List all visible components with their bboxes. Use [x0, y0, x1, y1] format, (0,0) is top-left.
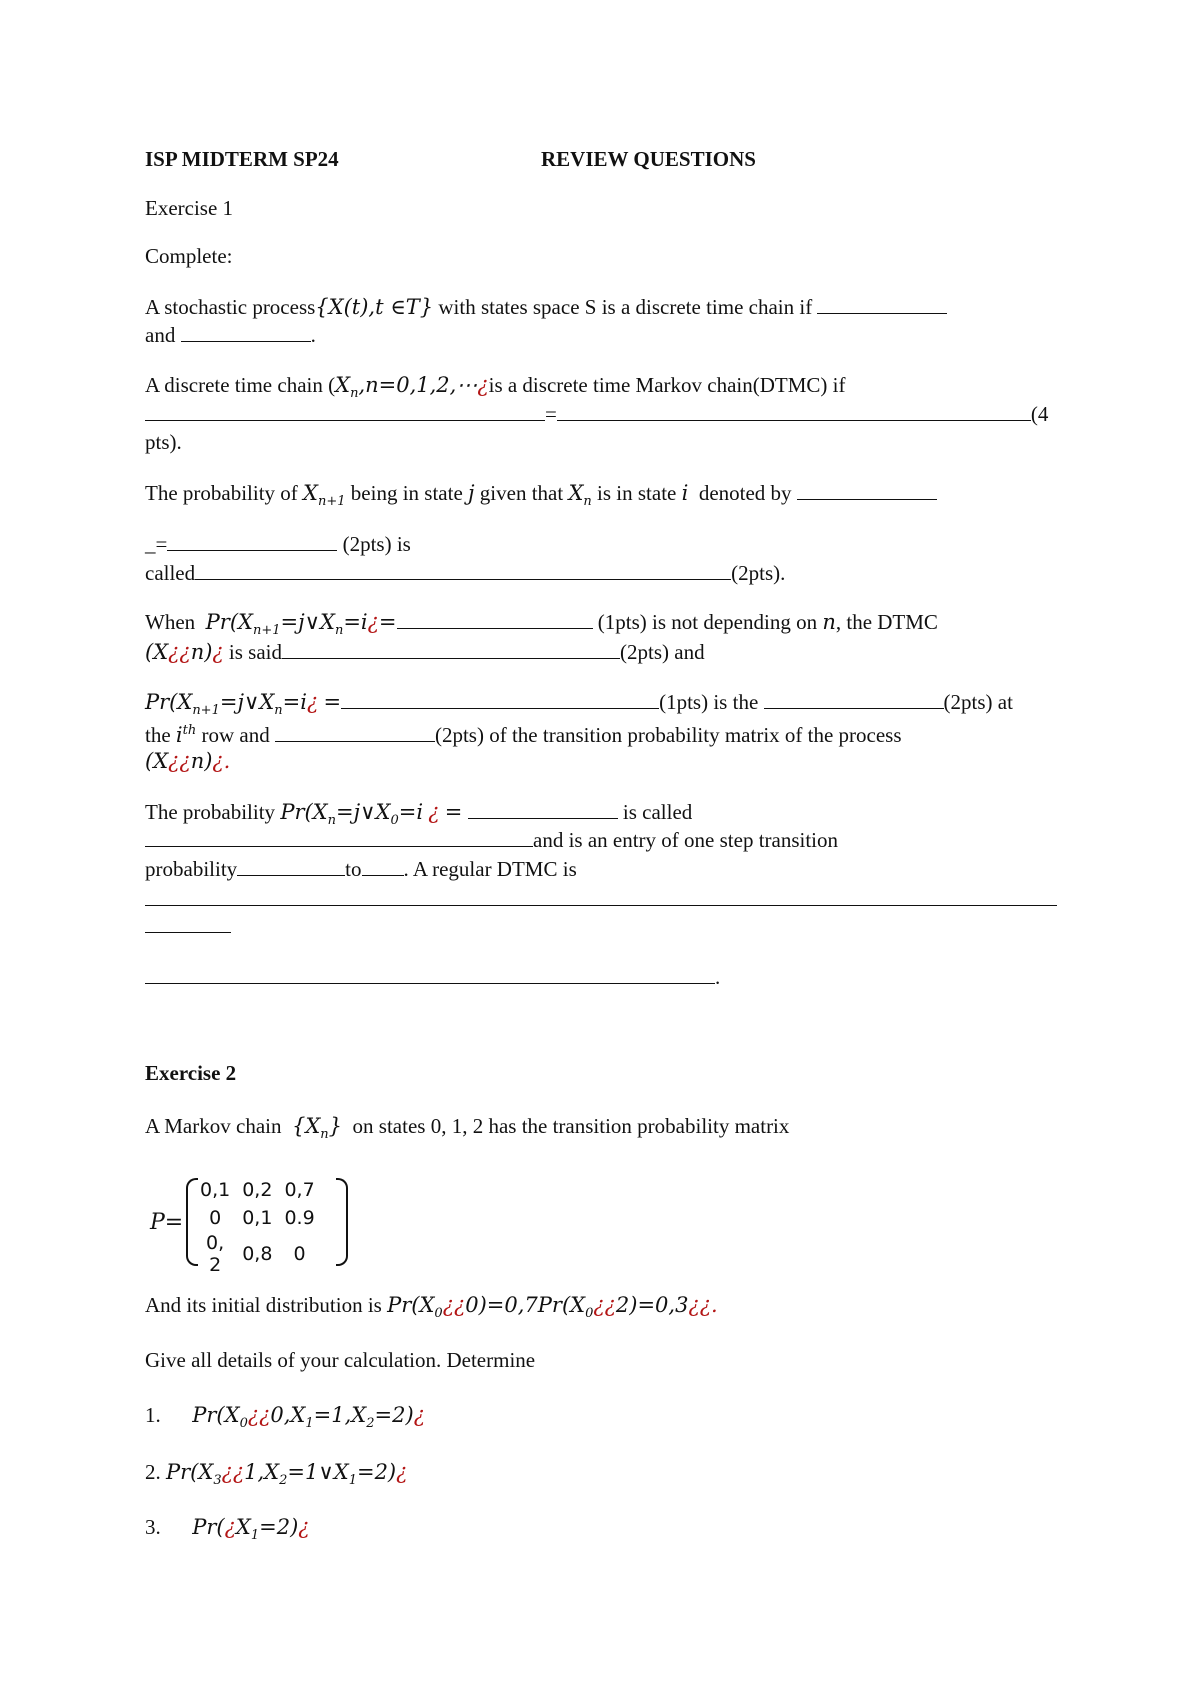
question-3: 3. $Pr(¿X_1=2)¿$: [145, 1515, 310, 1543]
answer-blank[interactable]: [145, 402, 545, 421]
matrix-cell: 0,2: [242, 1179, 273, 1201]
answer-blank[interactable]: [145, 965, 715, 984]
answer-blank[interactable]: [397, 610, 593, 629]
ex1-para-1-line-2: and .: [145, 323, 316, 347]
ex1-para-3-line-1: The probability of $X_{n+1}$ being in state j given that $X_n$ is in state i denoted by: [145, 480, 937, 515]
answer-blank[interactable]: [167, 532, 337, 551]
initial-distribution: And its initial distribution is $Pr(X_0¿¿0)=0,7Pr(X_0¿¿2)=0,3¿¿$.: [145, 1293, 718, 1321]
exercise-1-title: Exercise 1: [145, 196, 234, 220]
give-details: Give all details of your calculation. Determine: [145, 1348, 536, 1372]
question-1: 1. $Pr(X_0¿¿0,X_1=1,X_2=2)¿$: [145, 1403, 425, 1431]
matrix-cell: 0, 2: [206, 1232, 225, 1276]
ex1-para-3-line-2: _= (2pts) is: [145, 532, 411, 556]
ex1-para-3-line-3: called (2pts).: [145, 561, 786, 585]
ex1-para-2-line-3: pts).: [145, 430, 182, 454]
question-2: 2. $Pr(X_3¿¿1,X_2=1\vee X_1=2)¿$: [145, 1460, 408, 1488]
answer-blank[interactable]: [195, 561, 731, 580]
ex1-para-6-line-3: probability to . A regular DTMC is: [145, 857, 577, 881]
matrix-cell: 0: [209, 1207, 222, 1229]
matrix-row: [194, 1176, 321, 1204]
matrix-cell: 0.9: [284, 1207, 315, 1229]
answer-blank[interactable]: [817, 295, 947, 314]
answer-blank[interactable]: [282, 640, 620, 659]
ex1-para-4-line-2: (X¿¿n)¿ is said (2pts) and: [145, 640, 705, 664]
header-right: REVIEW QUESTIONS: [541, 147, 756, 171]
answer-blank[interactable]: [181, 323, 311, 342]
header-left: ISP MIDTERM SP24: [145, 147, 339, 171]
matrix-cell: 0,7: [284, 1179, 315, 1201]
ex1-para-5-line-1: $Pr(X_{n+1}=j\vee X_n=i¿ = (1pts)$ is the (2pts) at: [145, 690, 1013, 718]
answer-blank[interactable]: [275, 723, 435, 742]
answer-blank[interactable]: [341, 690, 659, 709]
answer-rule[interactable]: [145, 905, 1057, 906]
stochastic-process-math: {X(t),t ∈T}: [315, 295, 434, 319]
matrix-label: P=: [150, 1210, 184, 1235]
ex1-para-1-line-1: A stochastic process{X(t),t ∈T} with states space S is a discrete time chain if: [145, 294, 947, 320]
complete-label: Complete:: [145, 244, 233, 268]
matrix-cell: 0,8: [242, 1243, 273, 1265]
answer-blank[interactable]: [557, 402, 1031, 421]
exercise-2-title: Exercise 2: [145, 1061, 237, 1085]
ex1-para-6-line-2: and is an entry of one step transition: [145, 827, 838, 853]
matrix-row: [194, 1204, 321, 1232]
answer-blank[interactable]: [362, 857, 404, 876]
matrix-row: [194, 1232, 321, 1276]
matrix-right-bracket: [336, 1178, 348, 1266]
ex1-para-2-line-1: A discrete time chain ($X_n,n=0,1,2,\cdots¿is$ a discrete time Markov chain(DTMC) if: [145, 373, 846, 401]
matrix-table: [194, 1176, 321, 1276]
ex1-para-2-line-2: = (4: [145, 401, 1048, 427]
matrix-cell: 0: [293, 1243, 306, 1265]
ex1-para-6-line-1: The probability $Pr(X_n=j\vee X_0=i$ ¿ = is called: [145, 800, 693, 828]
answer-rule[interactable]: [145, 932, 231, 933]
answer-blank[interactable]: [764, 690, 944, 709]
ex1-para-4-line-1: When $Pr(X_{n+1}=j\vee X_n=i¿= (1pts)$ is not depending on n, the DTMC: [145, 610, 938, 638]
ex1-para-5-line-2: the $i^{th}$ row and (2pts) of the transition probability matrix of the process: [145, 723, 902, 747]
matrix-cell: 0,1: [242, 1207, 273, 1229]
answer-blank[interactable]: [145, 828, 533, 847]
ex1-para-5-line-3: (X¿¿n)¿.: [145, 749, 231, 773]
ex2-intro: A Markov chain $\{X_n\}$ on states 0, 1, 2 has the transition probability matrix: [145, 1114, 790, 1142]
answer-blank[interactable]: [797, 481, 937, 500]
answer-blank[interactable]: [468, 800, 618, 819]
answer-blank[interactable]: [237, 857, 345, 876]
ex1-para-6-line-5: .: [145, 964, 720, 990]
matrix-cell: 0,1: [200, 1179, 231, 1201]
